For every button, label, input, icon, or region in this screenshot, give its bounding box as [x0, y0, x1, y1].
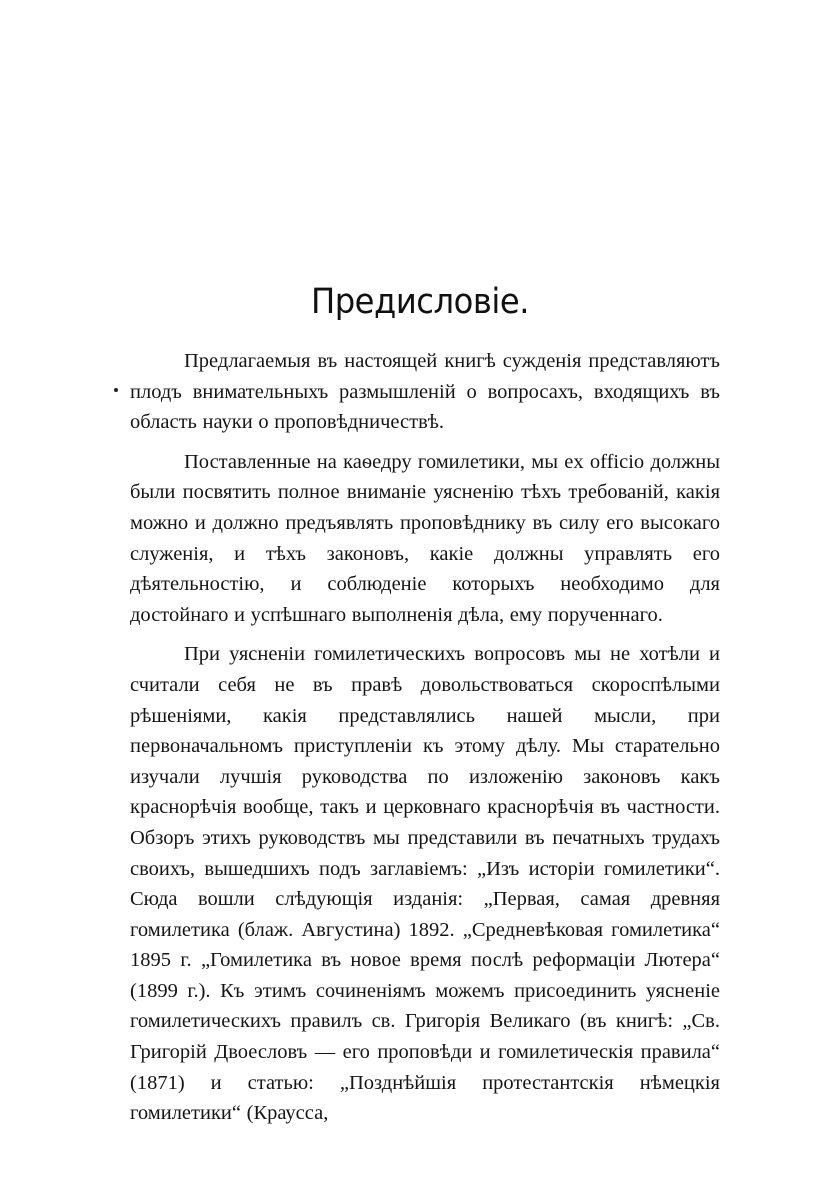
margin-mark	[114, 388, 118, 392]
page-title: Предисловіе.	[310, 282, 530, 322]
paragraph-2: Поставленные на каѳедру гомилетики, мы ex officio должны были посвятить полное вниманіе уясненію тѣхъ требованій, какія можно и должно предъявлять проповѣднику въ силу его высокаго служенія, и тѣхъ законовъ, какіе должны управлять его дѣятельностію, и соблюденіе которыхъ необходимо для достойнаго и успѣшнаго выполненія дѣла, ему порученнаго.	[130, 450, 720, 626]
paragraph-3: При уясненіи гомилетическихъ вопросовъ мы не хотѣли и считали себя не въ правѣ довольствоваться скороспѣлыми рѣшеніями, какія представлялись нашей мысли, при первоначальномъ приступленіи къ этому дѣлу. Мы старательно изучали лучшія руководства по изложенію законовъ какъ краснорѣчія вообще, такъ и церковнаго краснорѣчія въ частности. Обзоръ этихъ руководствъ мы представили въ печатныхъ трудахъ своихъ, вышедшихъ подъ заглавіемъ: „Изъ исторіи гомилетики“. Сюда вошли слѣдующія изданія: „Первая, самая древняя гомилетика (блаж. Августина) 1892. „Средневѣковая гомилетика“ 1895 г. „Гомилетика въ новое время послѣ реформаціи Лютера“ (1899 г.). Къ этимъ сочиненіямъ можемъ присоединить уясненіе гомилетическихъ правилъ св. Григорія Великаго (въ книгѣ: „Св. Григорій Двоесловъ — его проповѣди и гомилетическія правила“ (1871) и статью: „Позднѣйшія протестантскія нѣмецкія гомилетики“ (Краусса,	[130, 643, 720, 1125]
body-text	[130, 346, 720, 1138]
paragraph-1: Предлагаемыя въ настоящей книгѣ сужденія представляютъ плодъ внимательныхъ размышленій о вопросахъ, входящихъ въ область науки о проповѣдничествѣ.	[130, 350, 720, 434]
